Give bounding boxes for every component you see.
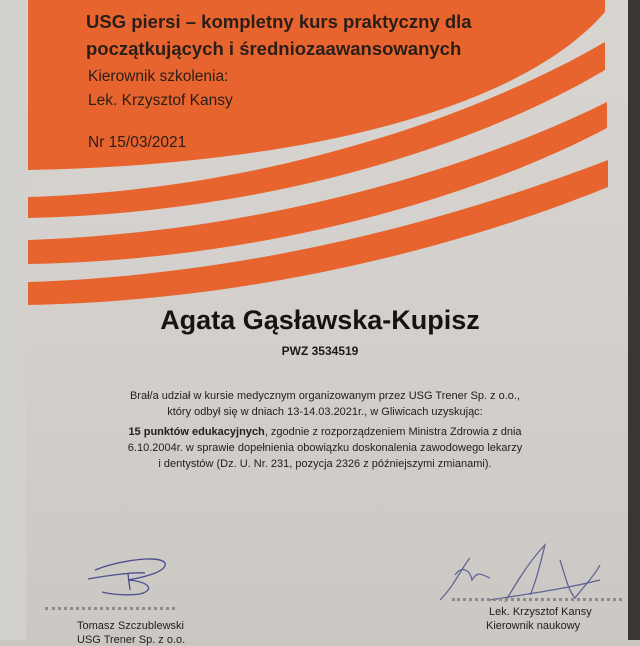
points-line2: 6.10.2004r. w sprawie dopełnienia obowiązku doskonalenia zawodowego lekarzy [127, 442, 523, 454]
signature-left-icon [88, 559, 165, 595]
signature-line-left [45, 607, 175, 610]
signature-line-right [452, 598, 622, 601]
points-line3: i dentystów (Dz. U. Nr. 231, pozycja 2326 z późniejszymi zmianami). [158, 458, 492, 470]
training-head-name: Lek. Krzysztof Kansy [88, 92, 233, 109]
signature-right-icon [440, 545, 600, 602]
recipient-name: Agata Gąsławska-Kupisz [160, 305, 480, 335]
points-bold: 15 punktów edukacyjnych [128, 426, 265, 438]
pwz-number: PWZ 3534519 [281, 344, 359, 358]
training-head-label: Kierownik szkolenia: [88, 68, 229, 85]
signatory-left-name: Tomasz Szczublewski [77, 620, 184, 632]
points-line1-rest: , zgodnie z rozporządzeniem Ministra Zdrowia z dnia [264, 426, 522, 438]
participation-line2: który odbył się w dniach 13-14.03.2021r., w Gliwicach uzyskując: [167, 406, 483, 418]
signatory-right-role: Kierownik naukowy [486, 620, 581, 632]
course-title-line1: USG piersi – kompletny kurs praktyczny dla [86, 11, 472, 32]
participation-line1: Brał/a udział w kursie medycznym organizowanym przez USG Trener Sp. z o.o., [129, 390, 521, 402]
course-title-line2: początkujących i średniozaawansowanych [86, 38, 462, 59]
signatory-right-name: Lek. Krzysztof Kansy [489, 606, 592, 618]
signatory-left-role: USG Trener Sp. z o.o. [77, 634, 186, 646]
certificate-number: Nr 15/03/2021 [88, 134, 187, 151]
